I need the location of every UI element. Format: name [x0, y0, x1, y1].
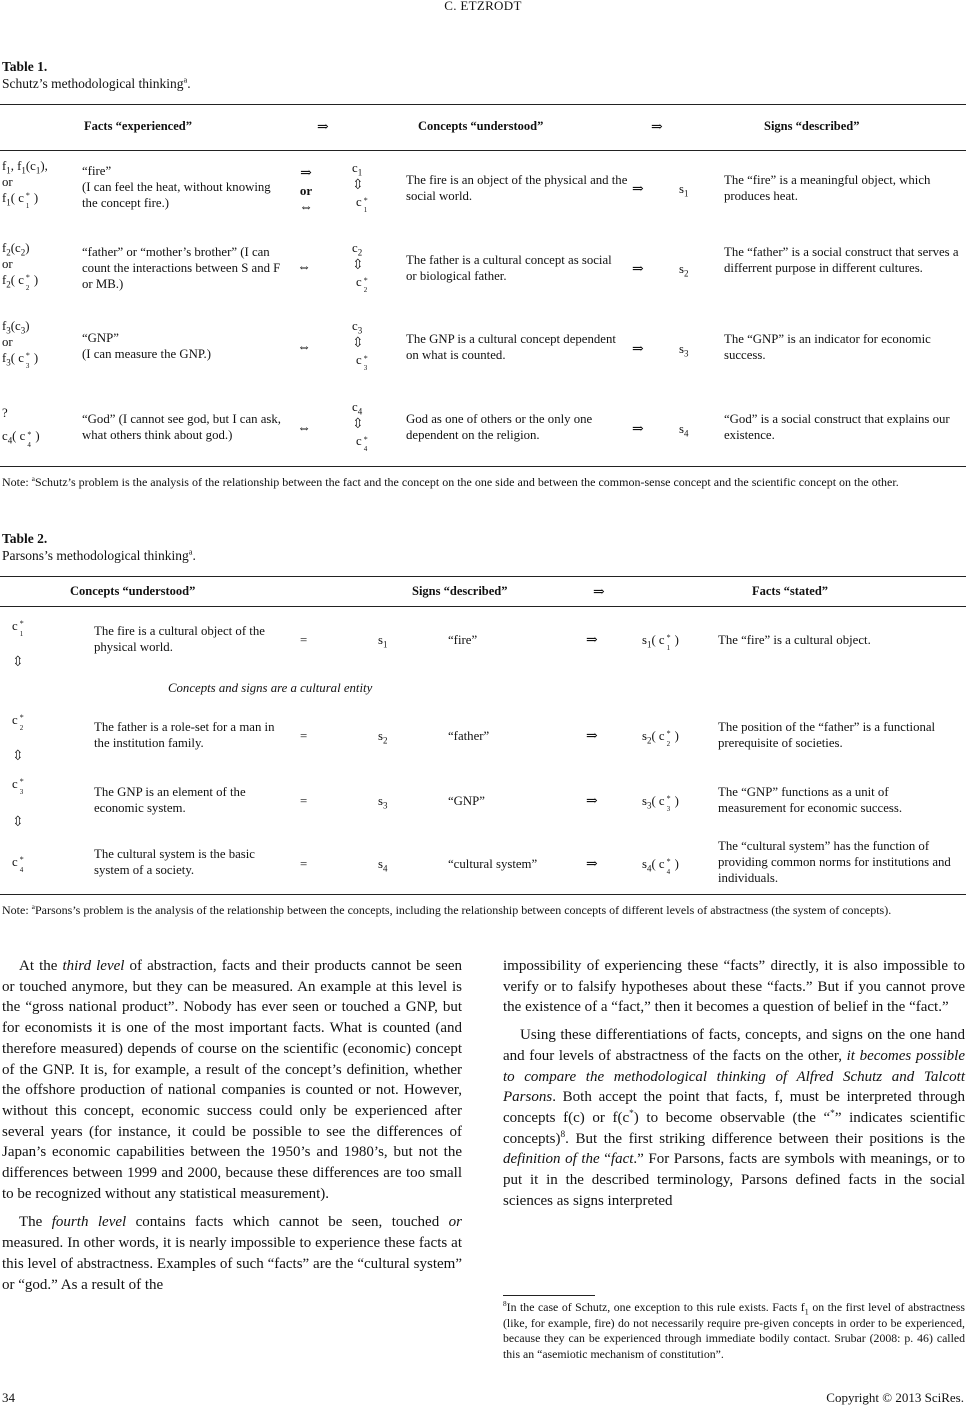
table1-caption: Table 1. Schutz’s methodological thinking$^a$.	[2, 59, 191, 91]
table1-header-rule	[0, 150, 966, 151]
table1-row3-fact: $f_3(c_3)$ or $f_3$( c * 3 )	[2, 319, 39, 371]
table2-row1-c: c * 1	[12, 619, 24, 639]
table2-row2-eq: =	[300, 729, 308, 743]
table1-row1-c: $c_1$ ⇳ c * 1	[352, 161, 368, 215]
table2-row3-sc: $s_3$( c * 3 )	[642, 794, 679, 814]
table1-row4-concept: God as one of others or the only one dependent on the religion.	[406, 412, 593, 442]
table1-row2-concept: The father is a cultural concept as social or biological father.	[406, 253, 612, 283]
table2-caption-sup: a	[188, 547, 193, 557]
table2-note: Note: $^a$Parsons’s problem is the analysis of the relationship between the concepts, including the relationship between concepts of different levels of abstractness (the system of concepts).	[2, 902, 892, 917]
table1-row3-concept: The GNP is a cultural concept dependent on what is counted.	[406, 332, 616, 362]
table1-row4-c: $c_4$ ⇳ c * 4	[352, 400, 368, 454]
table1-row3-desc: “GNP” (I can measure the GNP.)	[82, 331, 211, 361]
table2-row2-s: $s_2$	[378, 729, 388, 746]
table1-bottom-rule	[0, 466, 966, 467]
table1-row1-sign-desc: The “fire” is a meaningful object, which produces heat.	[724, 173, 931, 203]
table2-row3-eq: =	[300, 794, 308, 808]
table2-header-concepts: Concepts “understood”	[70, 584, 196, 598]
table1-caption-text: Schutz’s methodological thinking	[2, 76, 184, 91]
table2-row1-word: “fire”	[448, 633, 478, 647]
table2-updown-1: ⇳	[12, 655, 24, 670]
table2-caption: Table 2. Parsons’s methodological thinking$^a$.	[2, 531, 196, 563]
table1-row4-sign-desc: “God” is a social construct that explains our existence.	[724, 412, 950, 442]
table2-header-facts: Facts “stated”	[752, 584, 829, 598]
table1-top-rule	[0, 104, 966, 105]
table2-row3-c: c * 3	[12, 777, 24, 797]
body-left-column	[2, 956, 462, 1295]
table1-row3-c: $c_3$ ⇳ c * 3	[352, 319, 368, 373]
table1-header-facts: Facts “experienced”	[84, 119, 192, 133]
paragraph-third-level: At the third level of abstraction, facts and their products cannot be seen or touched anymore, but they can be measured. An example at this level is the “gross national product”. Nobody has ever seen or touched a GNP, but for economists it is one of the most important facts. What is counted (and therefore measured) depends of course on the scientific (economic) concept of the GNP. It is, for example, a result of the concept’s definition, whether the offshore production of national companies is counted or not. However, without this concept, economic success could only be experienced after several years (for instance, it could be possible to see the differences of Japan’s economic capabilities between the 1950’s and 1980’s, but not the differences between 1999 and 2000, because these differences are too small to be recognized without any statistical measurement).	[2, 958, 462, 1202]
table2-row3-fact: The “GNP” functions as a unit of measurement for economic success.	[718, 785, 903, 815]
table2-row2-c: c * 2	[12, 713, 24, 733]
table1-row1-concept: The fire is an object of the physical and the social world.	[406, 173, 628, 203]
page-number: 34	[2, 1390, 15, 1405]
table1-row1-desc: “fire” (I can feel the heat, without knowing the concept fire.)	[82, 164, 271, 210]
table2-row4-fact: The “cultural system” has the function of providing common norms for institutions and individuals.	[718, 839, 951, 885]
table2-row4-concept: The cultural system is the basic system of a society.	[94, 847, 255, 877]
table1-row2-arrow1: ⇔	[297, 260, 311, 275]
table1-row2-arrow: ⇒	[632, 262, 644, 277]
table2-row1-arrow: ⇒	[586, 633, 598, 648]
table2-bottom-rule	[0, 894, 966, 895]
table1-row3-arrow1: ⇔	[297, 340, 311, 355]
table2-row2-sc: $s_2$( c * 2 )	[642, 729, 679, 749]
table2-row2-fact: The position of the “father” is a functional prerequisite of societies.	[718, 720, 936, 750]
table2-caption-text: Parsons’s methodological thinking	[2, 548, 189, 563]
footnote-8: $^8$In the case of Schutz, one exception to this rule exists. Facts $f_1$ on the first level of abstractness (like, for example, fire) do not necessarily require pre-given concepts in order to be experienced, because they can be experienced through immediate bodily contact. Srubar (2008: p. 46) called this an “asemiotic mechanism of constitution”.	[503, 1299, 965, 1361]
table2-row3-s: $s_3$	[378, 794, 388, 811]
table1-row2-desc: “father” or “mother’s brother” (I can count the interactions between S and F or MB.)	[82, 245, 281, 291]
table1-row4-arrow1: ⇔	[297, 421, 311, 436]
table1-row1-arrow: ⇒	[632, 182, 644, 197]
table1-row2-fact: $f_2(c_2)$ or $f_2$( c * 2 )	[2, 241, 39, 293]
footnote-rule	[503, 1295, 595, 1296]
table2-row2-concept: The father is a role-set for a man in the institution family.	[94, 720, 275, 750]
table1-row4-fact: ? $c_4$( c * 4 )	[2, 406, 40, 450]
table2-row1-s: $s_1$	[378, 633, 388, 650]
table2-row3-word: “GNP”	[448, 794, 485, 808]
table1-caption-sup: a	[183, 75, 188, 85]
table1-row1-arrows: ⇒ or ⇔	[299, 166, 313, 215]
table1-row3-arrow: ⇒	[632, 342, 644, 357]
table2-row3-arrow: ⇒	[586, 794, 598, 809]
table2-updown-2: ⇳	[12, 749, 24, 764]
paragraph-fourth-level: The fourth level contains facts which cannot be seen, touched or measured. In other words, it is nearly impossible to experience these facts at this level of abstractness. Examples of such “facts” are the “cultural system” or “god.” As a result of the	[2, 1214, 462, 1293]
table1-note: Note: $^a$Schutz’s problem is the analysis of the relationship between the fact and the concept on the one side and between the common-sense concept and the scientific concept on the other.	[2, 474, 899, 489]
table2-row4-eq: =	[300, 857, 308, 871]
table2-row4-arrow: ⇒	[586, 857, 598, 872]
table1-header-arrow-1: ⇒	[317, 120, 329, 135]
copyright: Copyright © 2013 SciRes.	[826, 1390, 964, 1405]
paragraph-impossibility: impossibility of experiencing these “facts” directly, it is also impossible to verify or to falsify hypotheses about these “facts.” But if you cannot prove the existence of a “fact,” then it becomes a question of belief in the “fact.”	[503, 958, 965, 1016]
paragraph-differentiations: Using these differentiations of facts, concepts, and signs on the one hand and four levels of abstractness of the facts on the other, it becomes possible to compare the methodological thinking of Alfred Schutz and Talcott Parsons. Both accept the point that facts, f, must be interpreted through concepts f(c) or f(c*) to become observable (the “*” indicates scientific concepts)$^8$. But the first striking difference between their positions is the definition of the “fact.” For Parsons, facts are symbols with meanings, or to put it in the described terminology, Parsons defined facts in the social sciences as signs interpreted	[503, 1027, 965, 1209]
table2-row1-concept: The fire is a cultural object of the physical world.	[94, 624, 265, 654]
table1-row2-sign-desc: The “father” is a social construct that serves a differrent purpose in different cultures.	[724, 245, 959, 275]
table2-row1-eq: =	[300, 633, 308, 647]
table2-row4-s: $s_4$	[378, 857, 388, 874]
table2-updown-3: ⇳	[12, 815, 24, 830]
table1-row1-fact: $f_1$, $f_1(c_1)$, or $f_1$( c * 1 )	[2, 159, 48, 211]
table1-row1-sign: $s_1$	[679, 182, 689, 199]
running-header: C. ETZRODT	[444, 0, 522, 13]
table1-row4-sign: $s_4$	[679, 422, 689, 439]
table1-row4-arrow: ⇒	[632, 422, 644, 437]
table2-row4-sc: $s_4$( c * 4 )	[642, 857, 679, 877]
table1-label: Table 1.	[2, 59, 48, 74]
table1-header-concepts: Concepts “understood”	[418, 119, 544, 133]
table2-row4-c: c * 4	[12, 855, 24, 875]
table1-row4-desc: “God” (I cannot see god, but I can ask, what others think about god.)	[82, 412, 281, 442]
table1-header-arrow-2: ⇒	[651, 120, 663, 135]
table2-row4-word: “cultural system”	[448, 857, 538, 871]
table2-top-rule	[0, 576, 966, 577]
table2-header-rule	[0, 606, 966, 607]
table2-row1-fact: The “fire” is a cultural object.	[718, 633, 871, 647]
table1-row3-sign-desc: The “GNP” is an indicator for economic success.	[724, 332, 931, 362]
table2-header-signs: Signs “described”	[412, 584, 508, 598]
table2-header-arrow: ⇒	[593, 585, 605, 600]
table1-row3-sign: $s_3$	[679, 342, 689, 359]
table2-label: Table 2.	[2, 531, 48, 546]
body-right-column	[503, 956, 965, 1211]
table2-row3-concept: The GNP is an element of the economic system.	[94, 785, 246, 815]
table1-header-signs: Signs “described”	[764, 119, 860, 133]
table2-row2-word: “father”	[448, 729, 490, 743]
table1-row2-sign: $s_2$	[679, 262, 689, 279]
table1-row2-c: $c_2$ ⇳ c * 2	[352, 241, 368, 295]
table2-row1-sc: $s_1$( c * 1 )	[642, 633, 679, 653]
table2-midline: Concepts and signs are a cultural entity	[168, 681, 373, 695]
table2-row2-arrow: ⇒	[586, 729, 598, 744]
